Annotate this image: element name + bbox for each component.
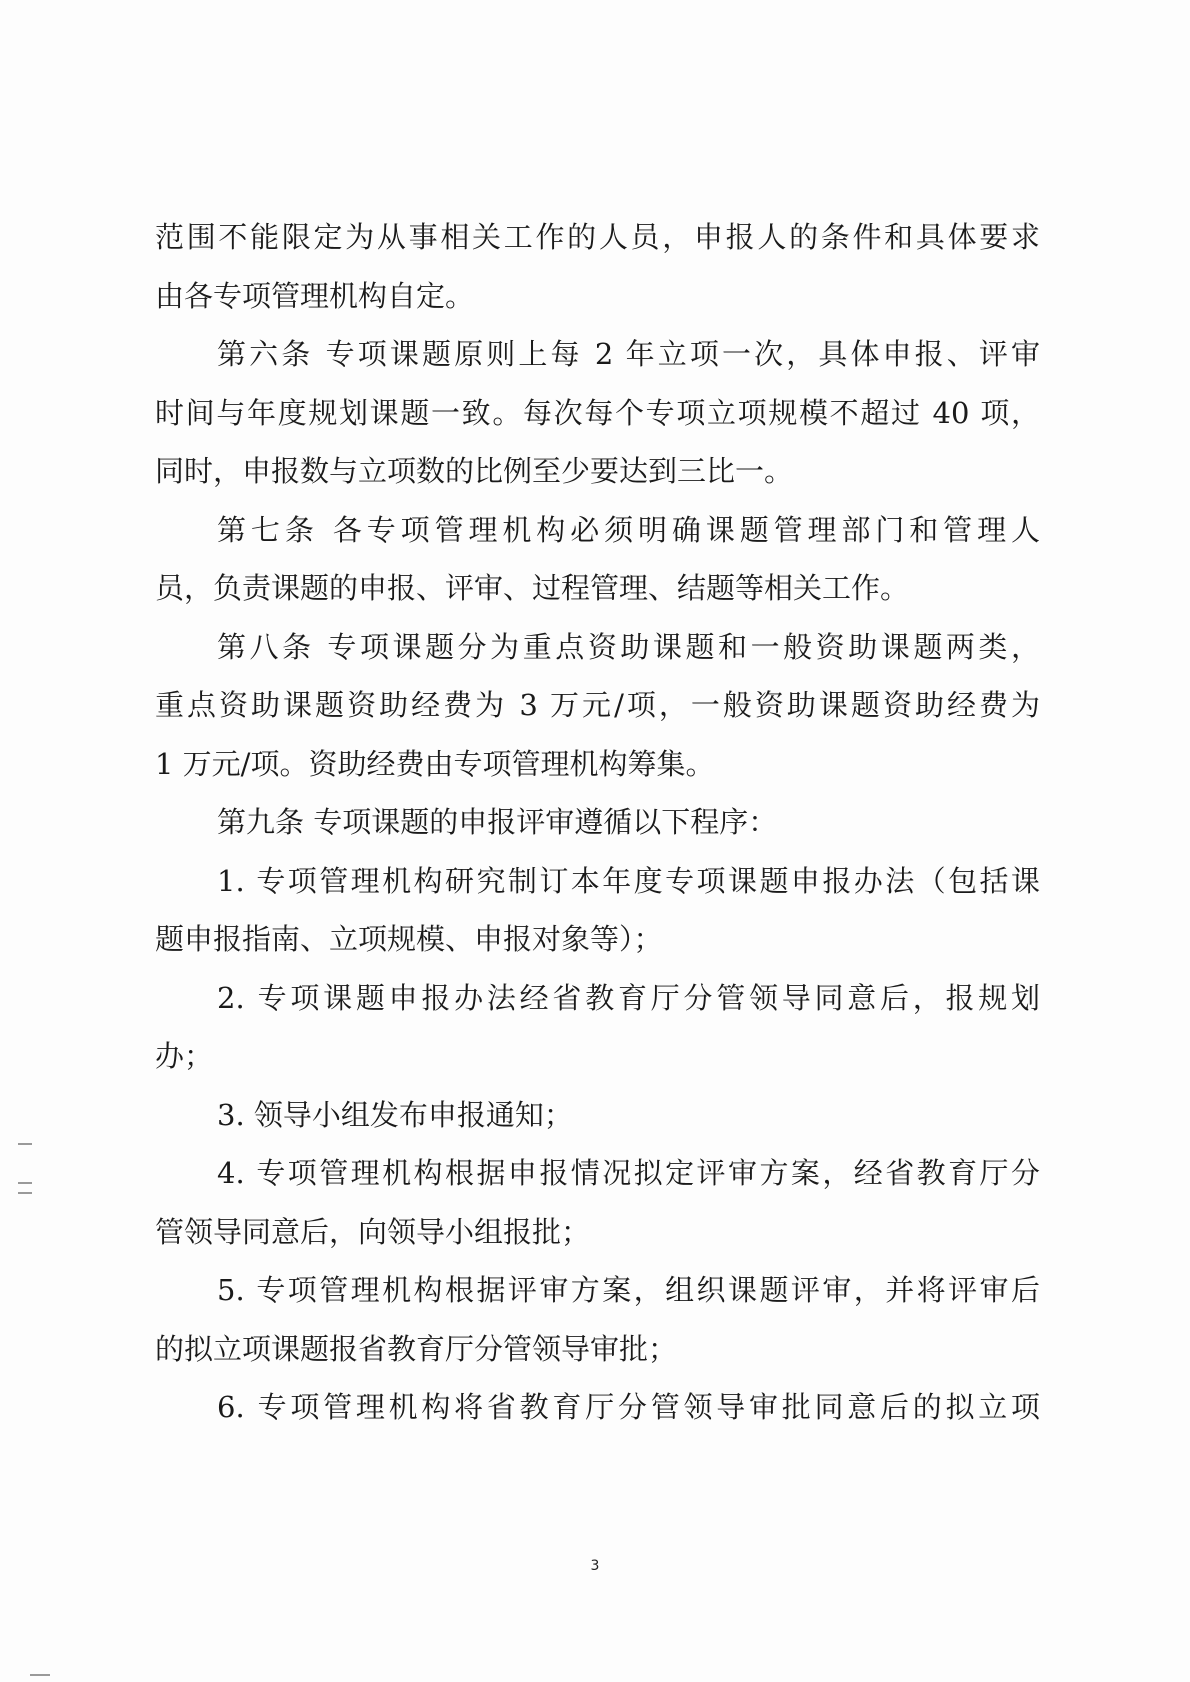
text-line: 管领导同意后，向领导小组报批； <box>155 1214 591 1249</box>
procedure-item-5: 5. 专项管理机构根据评审方案，组织课题评审，并将评审后 <box>217 1273 1040 1307</box>
scan-mark <box>30 1674 50 1676</box>
text-line: 办； <box>155 1039 214 1073</box>
procedure-item-1: 1. 专项管理机构研究制订本年度专项课题申报办法（包括课 <box>217 863 1040 898</box>
text-line: 重点资助课题资助经费为 3 万元/项，一般资助课题资助经费为 <box>155 688 1040 722</box>
scan-mark <box>18 1143 32 1145</box>
article-6-line: 第六条 专项课题原则上每 2 年立项一次，具体申报、评审 <box>217 337 1040 371</box>
page-number: 3 <box>590 1558 600 1574</box>
text-line: 题申报指南、立项规模、申报对象等）； <box>155 922 663 956</box>
article-8-line: 第八条 专项课题分为重点资助课题和一般资助课题两类， <box>217 629 1040 664</box>
text-line: 1 万元/项。资助经费由专项管理机构筹集。 <box>155 746 715 781</box>
text-line: 同时，申报数与立项数的比例至少要达到三比一。 <box>155 454 794 488</box>
text-line: 范围不能限定为从事相关工作的人员，申报人的条件和具体要求 <box>155 220 1040 254</box>
scan-mark <box>18 1192 32 1194</box>
article-9-line: 第九条 专项课题的申报评审遵循以下程序： <box>217 805 778 839</box>
text-line: 由各专项管理机构自定。 <box>155 278 475 313</box>
procedure-item-4: 4. 专项管理机构根据申报情况拟定评审方案，经省教育厅分 <box>217 1156 1040 1190</box>
procedure-item-3: 3. 领导小组发布申报通知； <box>217 1097 573 1132</box>
text-line: 的拟立项课题报省教育厅分管领导审批； <box>155 1331 678 1366</box>
text-line: 时间与年度规划课题一致。每次每个专项立项规模不超过 40 项， <box>155 395 1040 430</box>
procedure-item-2: 2. 专项课题申报办法经省教育厅分管领导同意后，报规划 <box>217 980 1040 1015</box>
procedure-item-6: 6. 专项管理机构将省教育厅分管领导审批同意后的拟立项 <box>217 1390 1040 1424</box>
scan-mark <box>18 1182 32 1184</box>
document-body <box>155 208 1040 1437</box>
article-7-line: 第七条 各专项管理机构必须明确课题管理部门和管理人 <box>217 512 1040 547</box>
text-line: 员，负责课题的申报、评审、过程管理、结题等相关工作。 <box>155 571 910 605</box>
